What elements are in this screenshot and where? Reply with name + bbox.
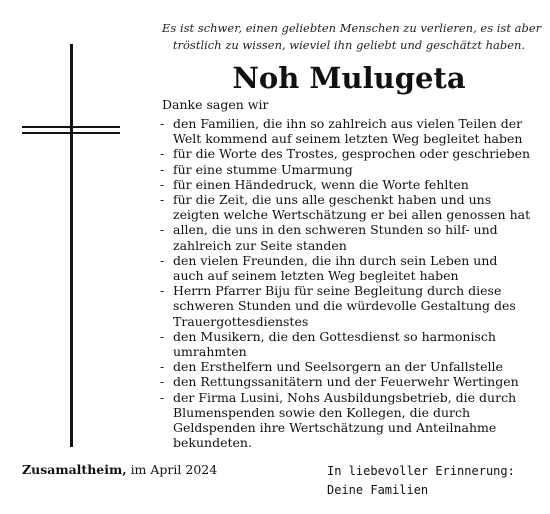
list-item xyxy=(160,374,530,389)
list-item-line: zeigten welche Wertschätzung er bei allen genossen hat xyxy=(173,207,531,223)
list-dash: - xyxy=(160,176,165,192)
footer-place-date xyxy=(22,462,217,477)
cross-horizontal-bar-top xyxy=(22,126,120,128)
list-item xyxy=(160,329,530,359)
list-item-line: Herrn Pfarrer Biju für seine Begleitung durch diese xyxy=(173,283,502,299)
list-item-line: für eine stumme Umarmung xyxy=(173,161,353,177)
list-item xyxy=(160,359,530,374)
thanks-list xyxy=(160,116,530,450)
list-item-line: für die Zeit, die uns alle geschenkt haben und uns xyxy=(173,192,492,208)
list-dash: - xyxy=(160,252,165,268)
cross-horizontal-bar-bottom xyxy=(22,132,120,134)
footer-closing xyxy=(327,462,515,500)
list-dash: - xyxy=(160,116,165,131)
list-item-line: Trauergottesdienstes xyxy=(173,313,309,329)
list-item xyxy=(160,283,530,329)
footer-date: im April 2024 xyxy=(130,462,218,477)
list-item xyxy=(160,390,530,451)
footer-place: Zusamaltheim, xyxy=(22,462,127,477)
list-item xyxy=(160,192,530,222)
list-dash: - xyxy=(160,222,165,238)
signature: Deine Familien xyxy=(327,483,429,497)
list-item-line: bekundeten. xyxy=(173,435,252,451)
list-item-line: schweren Stunden und die würdevolle Gestaltung des xyxy=(173,298,516,314)
list-item-line: zahlreich zur Seite standen xyxy=(173,237,347,253)
list-item-line: Geldspenden ihre Wertschätzung und Anteilnahme xyxy=(173,420,497,436)
list-item-line: für einen Händedruck, wenn die Worte fehlten xyxy=(173,176,469,192)
quote-line: Es ist schwer, einen geliebten Menschen zu verlieren, es ist aber xyxy=(162,21,542,35)
quote-line: tröstlich zu wissen, wieviel ihn geliebt und geschätzt haben. xyxy=(172,38,526,52)
list-item xyxy=(160,177,530,192)
list-dash: - xyxy=(160,161,165,177)
list-item-line: Blumenspenden sowie den Kollegen, die durch xyxy=(173,404,471,420)
list-item-line: umrahmten xyxy=(173,344,247,360)
list-item-line: Welt kommend auf seinem letzten Weg begleitet haben xyxy=(173,131,523,147)
list-item-line: den Familien, die ihn so zahlreich aus vielen Teilen der xyxy=(173,116,523,131)
list-item xyxy=(160,253,530,283)
list-item-line: allen, die uns in den schweren Stunden so hilf- und xyxy=(173,222,498,238)
list-item-line: den Musikern, die den Gottesdienst so harmonisch xyxy=(173,328,496,344)
intro-text: Danke sagen wir xyxy=(162,97,269,112)
list-dash: - xyxy=(160,359,165,375)
list-item xyxy=(160,146,530,161)
list-dash: - xyxy=(160,146,165,162)
memorial-quote xyxy=(162,20,542,54)
list-dash: - xyxy=(160,328,165,344)
list-item-line: auch auf seinem letzten Weg begleitet haben xyxy=(173,268,459,284)
list-item xyxy=(160,222,530,252)
list-item-line: für die Worte des Trostes, gesprochen oder geschrieben xyxy=(173,146,531,162)
list-dash: - xyxy=(160,374,165,390)
list-dash: - xyxy=(160,283,165,299)
cross-vertical-bar xyxy=(70,44,73,447)
list-dash: - xyxy=(160,389,165,405)
deceased-name: Noh Mulugeta xyxy=(232,61,466,95)
list-item-line: den Ersthelfern und Seelsorgern an der Unfallstelle xyxy=(173,359,503,375)
list-item-line: der Firma Lusini, Nohs Ausbildungsbetrieb, die durch xyxy=(173,389,517,405)
list-item-line: den vielen Freunden, die ihn durch sein Leben und xyxy=(173,252,498,268)
list-dash: - xyxy=(160,192,165,208)
list-item-line: den Rettungssanitätern und der Feuerwehr Wertingen xyxy=(173,374,519,390)
list-item xyxy=(160,116,530,146)
list-item xyxy=(160,162,530,177)
closing-text: In liebevoller Erinnerung: xyxy=(327,464,515,478)
